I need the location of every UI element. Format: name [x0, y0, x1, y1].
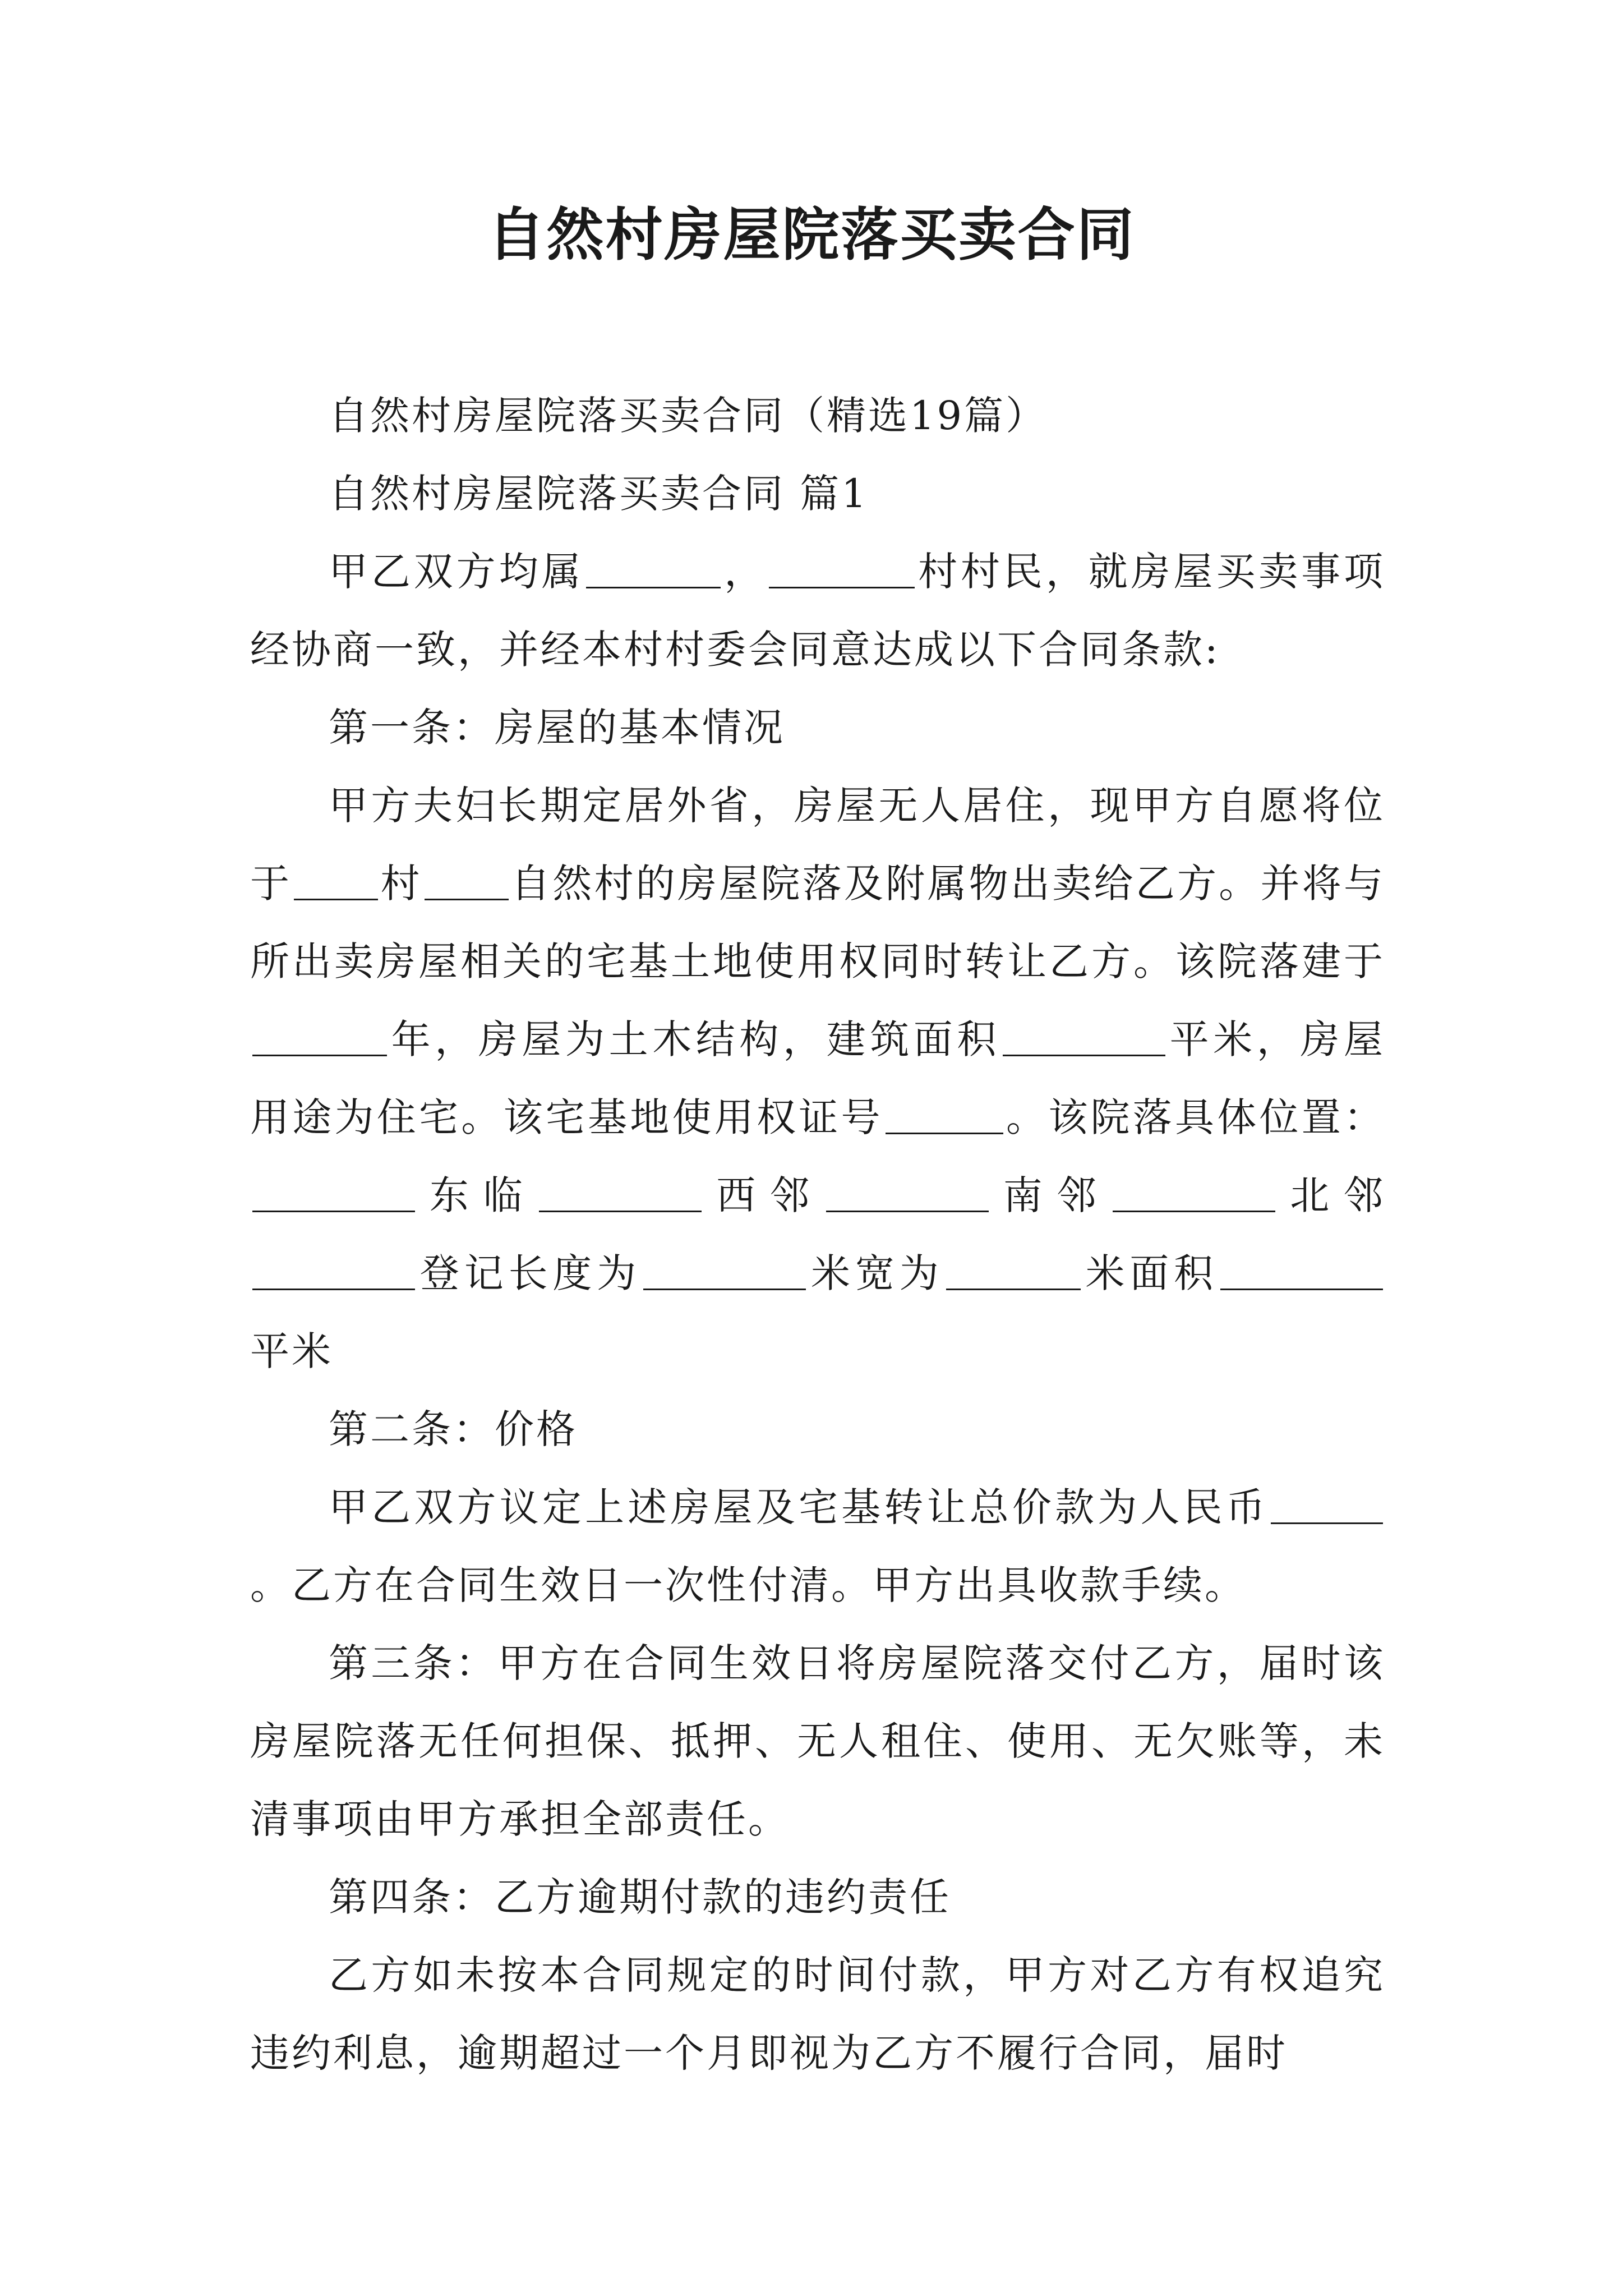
blank-line: [294, 858, 378, 900]
art1-text-5: 平米，房屋用途为住宅。该宅基地使用权证号: [250, 1016, 1385, 1140]
article-4-paragraph: 乙方如未按本合同规定的时间付款，甲方对乙方有权追究违约利息，逾期超过一个月即视为乙方不履行合同，届时: [250, 1952, 1385, 2076]
blank-line: [643, 1248, 806, 1290]
blank-line: [1003, 1014, 1165, 1056]
art2-text-2: 。乙方在合同生效日一次性付清。甲方出具收款手续。: [250, 1562, 1246, 1608]
art1-text-10: 北邻: [1278, 1172, 1386, 1218]
section-heading: 自然村房屋院落买卖合同 篇1: [329, 471, 869, 517]
art1-text-1: 甲方夫妇长期定居外省，房屋无人居住，现甲方自愿将位于: [250, 783, 1385, 907]
blank-line: [252, 1170, 415, 1212]
art1-text-4: 年，房屋为土木结构，建筑面积: [389, 1016, 1000, 1062]
intro-text-2: ，: [723, 549, 767, 595]
art1-text-13: 米面积: [1082, 1250, 1219, 1296]
blank-line: [1271, 1482, 1383, 1524]
blank-line: [886, 1092, 1003, 1134]
blank-line: [1113, 1170, 1275, 1212]
article-2-heading: 第二条：价格: [329, 1406, 578, 1452]
intro-paragraph: [250, 533, 1385, 689]
document-title: 自然村房屋院落买卖合同: [487, 202, 1136, 269]
art1-text-9: 南邻: [990, 1172, 1111, 1218]
blank-line: [539, 1170, 702, 1212]
art1-text-3: 自然村的房屋院落及附属物出卖给乙方。并将与所出卖房屋相关的宅基土地使用权同时转让乙方。该院落建于: [250, 861, 1385, 984]
article-2-paragraph: [250, 1469, 1385, 1625]
intro-text-1: 甲乙双方均属: [329, 549, 584, 595]
intro-text-3: 村村民，就房屋买卖事项经协商一致，并经本村村委会同意达成以下合同条款:: [250, 549, 1386, 673]
art1-text-8: 西邻: [704, 1172, 824, 1218]
blank-line: [252, 1014, 387, 1056]
document-subtitle: 自然村房屋院落买卖合同（精选19篇）: [329, 393, 1048, 439]
art1-text-6: 。该院落具体位置：: [1005, 1094, 1385, 1140]
blank-line: [826, 1170, 989, 1212]
article-4-heading: 第四条：乙方逾期付款的违约责任: [329, 1874, 951, 1920]
art1-text-11: 登记长度为: [417, 1250, 642, 1296]
blank-line: [1220, 1248, 1383, 1290]
art2-text-1: 甲乙双方议定上述房屋及宅基转让总价款为人民币: [329, 1484, 1269, 1530]
article-3-paragraph: 第三条：甲方在合同生效日将房屋院落交付乙方，届时该房屋院落无任何担保、抵押、无人租住、使用、无欠账等，未清事项由甲方承担全部责任。: [250, 1640, 1385, 1842]
blank-line: [252, 1248, 415, 1290]
article-1-paragraph: [250, 767, 1385, 1391]
blank-line: [946, 1248, 1081, 1290]
blank-line: [769, 546, 915, 588]
art1-text-14: 平米: [250, 1328, 333, 1374]
art1-text-12: 米宽为: [808, 1250, 944, 1296]
article-1-heading: 第一条：房屋的基本情况: [329, 705, 785, 751]
art1-text-7: 东临: [417, 1172, 537, 1218]
blank-line: [425, 858, 509, 900]
art1-text-2: 村: [380, 861, 422, 907]
document-body: [250, 377, 1385, 2092]
blank-line: [586, 546, 721, 588]
